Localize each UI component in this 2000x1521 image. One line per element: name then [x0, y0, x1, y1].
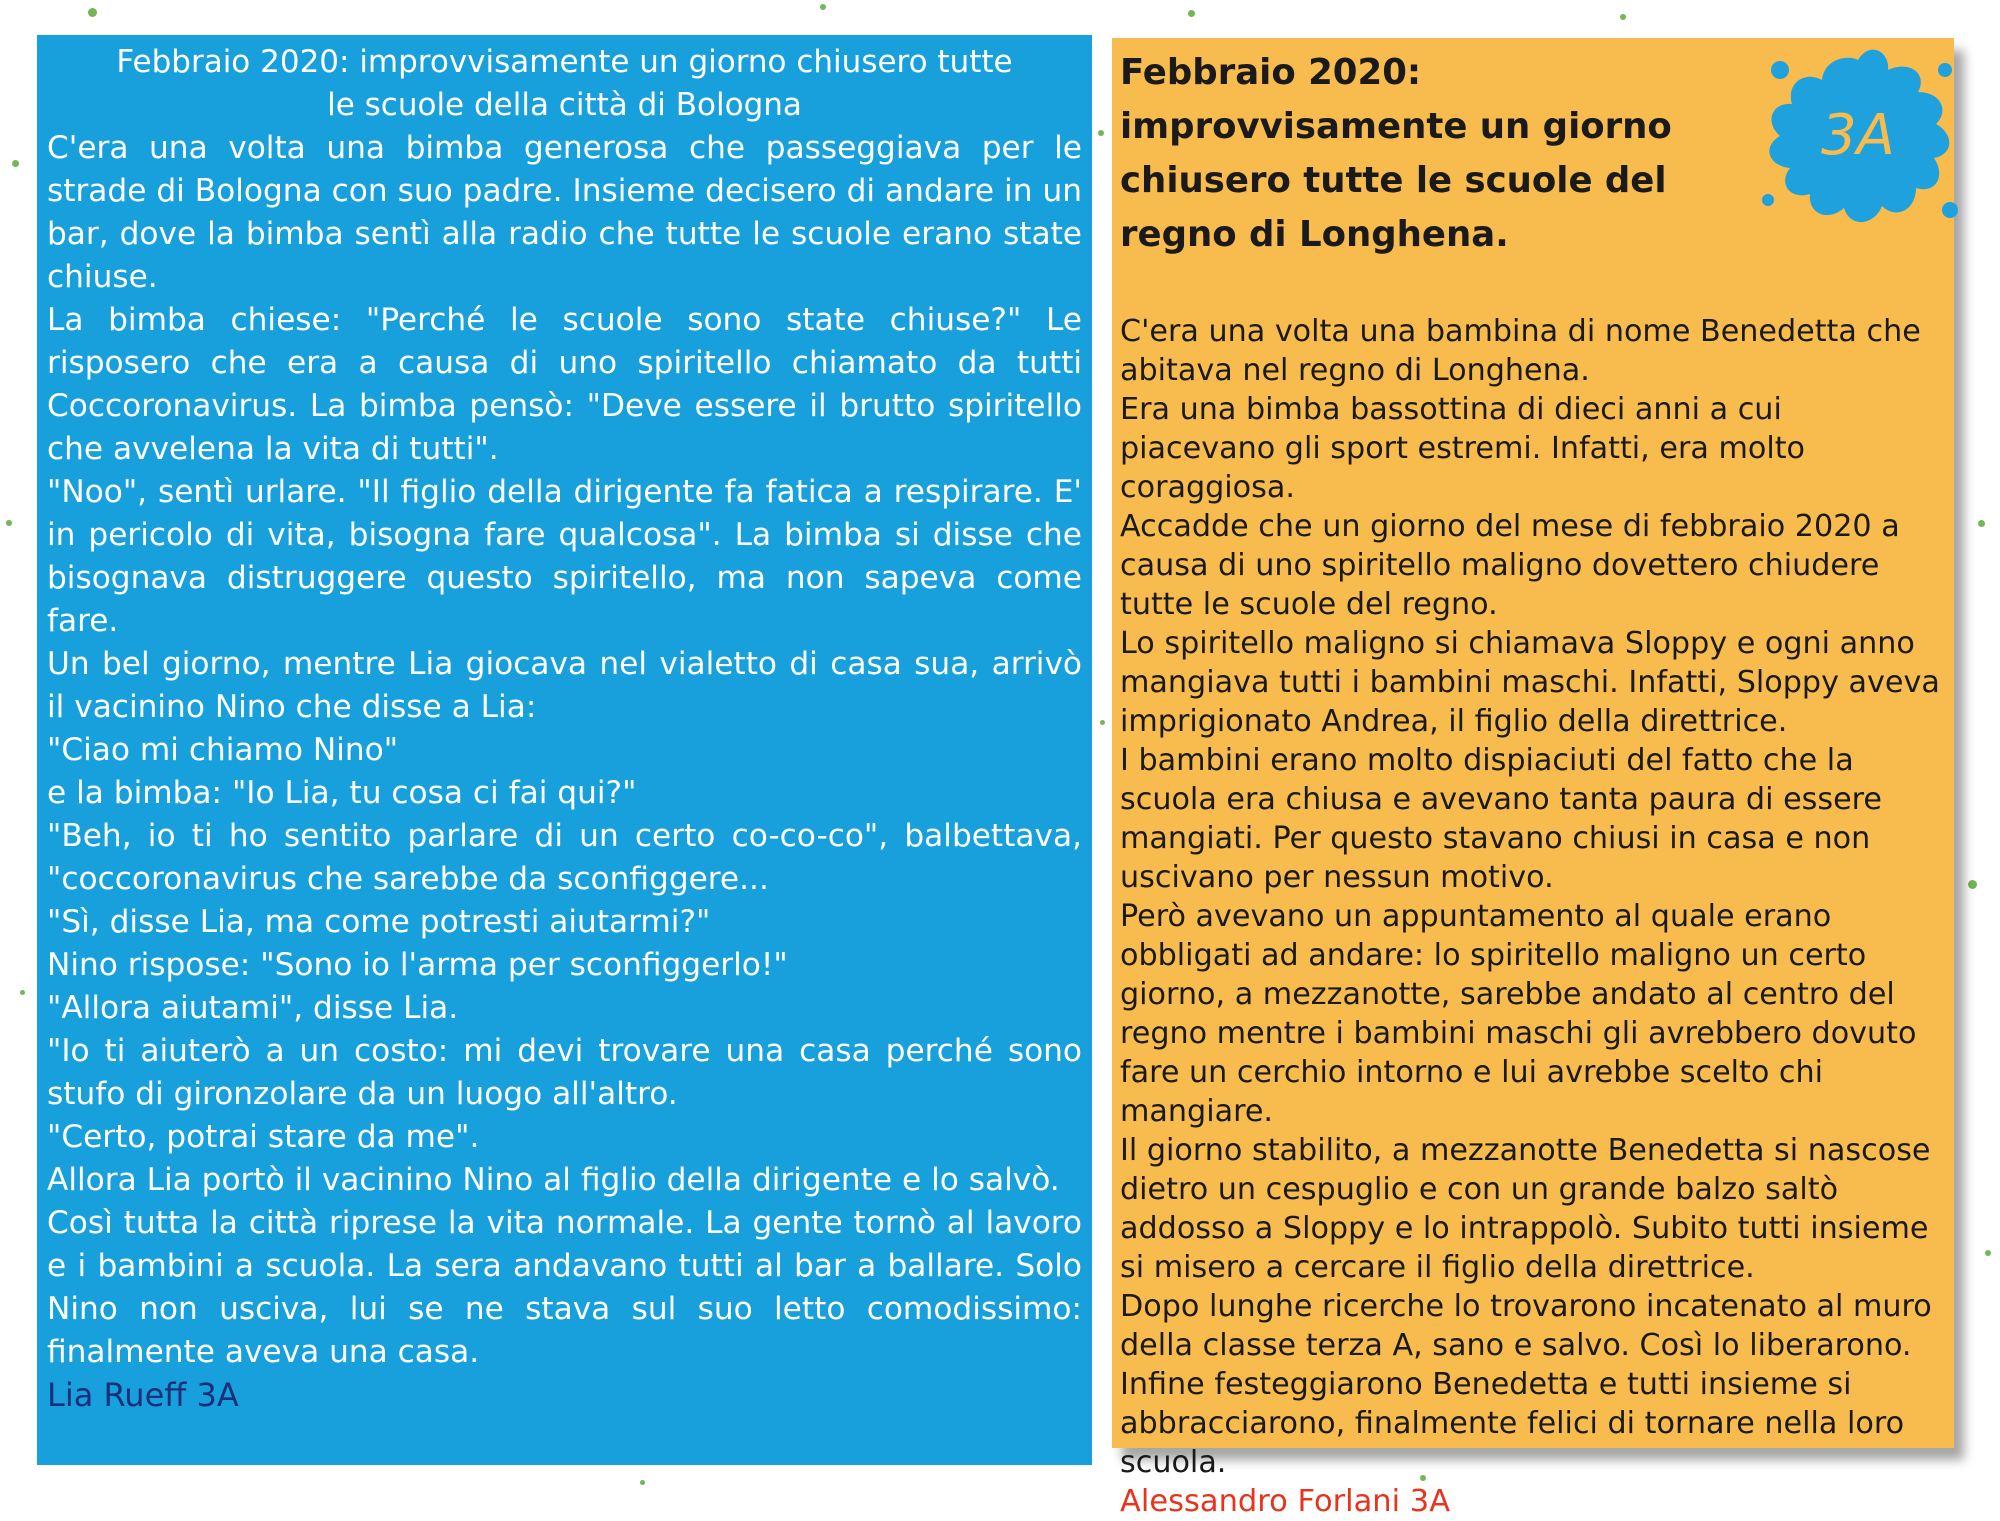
left-paragraph: "Sì, disse Lia, ma come potresti aiutarmi?" — [47, 904, 711, 940]
left-author-signature: Lia Rueff 3A — [47, 1376, 239, 1414]
right-story-body — [1120, 312, 1942, 1521]
left-paragraph: Così tutta la città riprese la vita normale. La gente tornò al lavoro e i bambini a scuola. La sera andavano tutti al bar a ballare. Solo Nino non usciva, lui se ne stava sul suo letto comodissimo: finalmente aveva una casa. — [47, 1205, 1082, 1370]
right-paragraph: Accadde che un giorno del mese di febbraio 2020 a causa di uno spiritello maligno dovettero chiudere tutte le scuole del regno. — [1120, 509, 1900, 622]
right-author-signature: Alessandro Forlani 3A — [1120, 1484, 1451, 1519]
left-paragraph: Allora Lia portò il vacinino Nino al figlio della dirigente e lo salvò. — [47, 1162, 1060, 1198]
paint-speck — [820, 4, 826, 10]
left-paragraph: Un bel giorno, mentre Lia giocava nel vialetto di casa sua, arrivò il vacinino Nino che disse a Lia: — [47, 646, 1082, 725]
left-paragraph: "Noo", sentì urlare. "Il figlio della dirigente fa fatica a respirare. E' in pericolo di vita, bisogna fare qualcosa". La bimba si disse che bisognava distruggere questo spiritello, ma non sapeva come fare. — [47, 474, 1082, 639]
left-paragraph: Nino rispose: "Sono io l'arma per sconfiggerlo!" — [47, 947, 788, 983]
right-story-title: Febbraio 2020: improvvisamente un giorno chiusero tutte le scuole del regno di Longhena. — [1120, 52, 1672, 255]
class-badge-label: 3A — [1821, 103, 1895, 168]
paint-speck — [1188, 10, 1195, 17]
paint-speck — [20, 990, 25, 995]
left-story-title: Febbraio 2020: improvvisamente un giorno chiusero tutte le scuole della città di Bologna — [116, 44, 1013, 123]
right-paragraph: Infine festeggiarono Benedetta e tutti insieme si abbracciarono, finalmente felici di tornare nella loro scuola. — [1120, 1367, 1905, 1480]
splash-drop — [1938, 63, 1952, 77]
splash-drop — [1942, 202, 1958, 218]
left-paragraph: La bimba chiese: "Perché le scuole sono state chiuse?" Le risposero che era a causa di uno spiritello chiamato da tutti Coccoronavirus. La bimba pensò: "Deve essere il brutto spiritello che avvelena la vita di tutti". — [47, 302, 1082, 467]
splash-drop — [1771, 61, 1789, 79]
right-paragraph: Lo spiritello maligno si chiamava Sloppy e ogni anno mangiava tutti i bambini maschi. Infatti, Sloppy aveva imprigionato Andrea, il figlio della direttrice. — [1120, 626, 1940, 739]
left-paragraph: "Beh, io ti ho sentito parlare di un certo co-co-co", balbettava, "coccoronavirus che sarebbe da sconfiggere... — [47, 818, 1082, 897]
paint-splash-badge — [1750, 30, 1965, 235]
paint-speck — [88, 8, 97, 17]
right-paragraph: Però avevano un appuntamento al quale erano obbligati ad andare: lo spiritello maligno un certo giorno, a mezzanotte, sarebbe andato al centro del regno mentre i bambini maschi gli avrebbero dovuto fare un cerchio intorno e lui avrebbe scelto chi mangiare. — [1120, 899, 1917, 1129]
right-paragraph: C'era una volta una bambina di nome Benedetta che abitava nel regno di Longhena. — [1120, 314, 1921, 388]
left-paragraph: e la bimba: "Io Lia, tu cosa ci fai qui?" — [47, 775, 637, 811]
paint-speck — [1100, 720, 1105, 725]
left-paragraph: "Certo, potrai stare da me". — [47, 1119, 480, 1155]
paint-speck — [1978, 520, 1985, 527]
paint-speck — [1985, 1250, 1991, 1256]
paint-speck — [640, 1480, 645, 1485]
right-paragraph: Il giorno stabilito, a mezzanotte Benedetta si nascose dietro un cespuglio e con un grande balzo saltò addosso a Sloppy e lo intrappolò. Subito tutti insieme si misero a cercare il figlio della direttrice. — [1120, 1133, 1931, 1285]
left-paragraph: "Ciao mi chiamo Nino" — [47, 732, 399, 768]
right-story-panel — [1112, 38, 1954, 1519]
left-story-panel — [37, 35, 1092, 1465]
paint-speck — [1098, 130, 1104, 136]
paint-speck — [1620, 14, 1626, 20]
paint-speck — [6, 520, 12, 526]
splash-drop — [1762, 194, 1774, 206]
left-paragraph: "Io ti aiuterò a un costo: mi devi trovare una casa perché sono stufo di gironzolare da un luogo all'altro. — [47, 1033, 1082, 1112]
left-paragraph: C'era una volta una bimba generosa che passeggiava per le strade di Bologna con suo padre. Insieme decisero di andare in un bar, dove la bimba sentì alla radio che tutte le scuole erano state chiuse. — [47, 130, 1082, 295]
paint-speck — [1968, 880, 1977, 889]
right-paragraph: Dopo lunghe ricerche lo trovarono incatenato al muro della classe terza A, sano e salvo. Così lo liberarono. — [1120, 1289, 1932, 1363]
paint-speck — [12, 160, 19, 167]
right-paragraph: I bambini erano molto dispiaciuti del fatto che la scuola era chiusa e avevano tanta paura di essere mangiati. Per questo stavano chiusi in casa e non uscivano per nessun motivo. — [1120, 743, 1882, 895]
left-paragraph: "Allora aiutami", disse Lia. — [47, 990, 459, 1026]
right-paragraph: Era una bimba bassottina di dieci anni a cui piacevano gli sport estremi. Infatti, era molto coraggiosa. — [1120, 392, 1806, 505]
